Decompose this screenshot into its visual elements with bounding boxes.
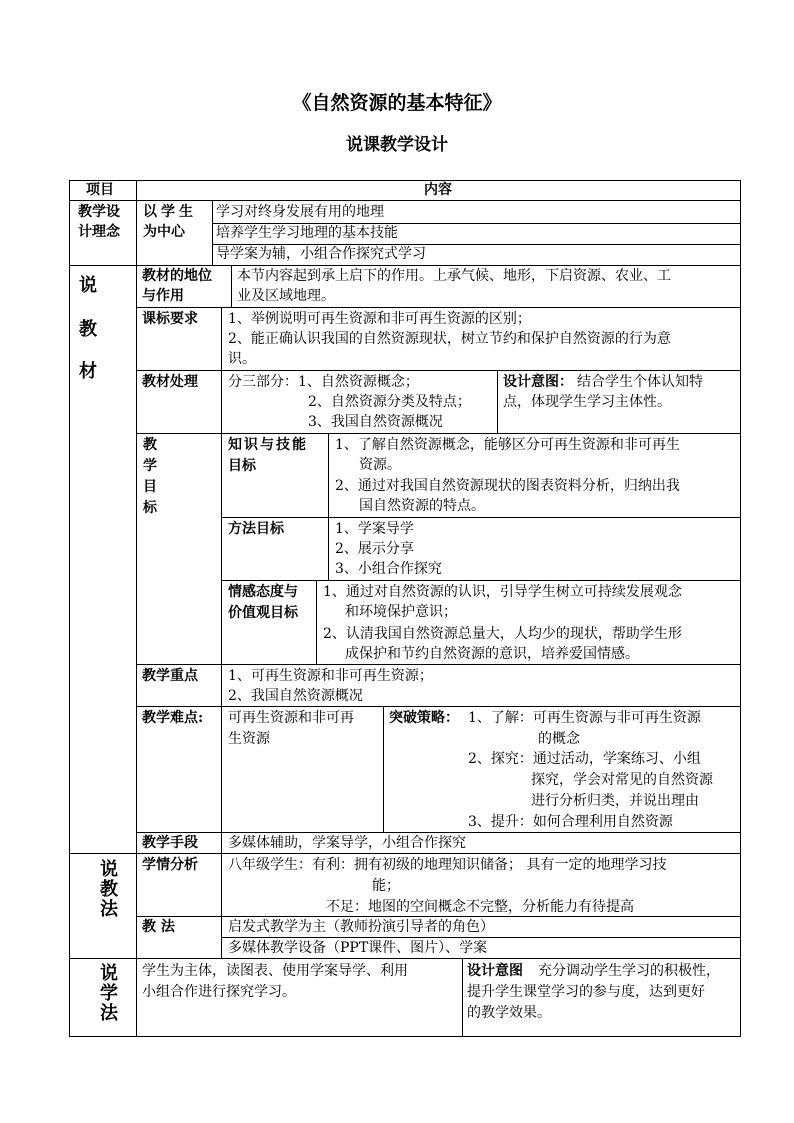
concept-item: 学习对终身发展有用的地理 — [216, 204, 384, 220]
learning-intent-label: 设计意图 — [467, 963, 523, 979]
section-label-method: 法 — [100, 899, 118, 920]
processing-text: 分三部分：1、自然资源概念； — [228, 374, 419, 390]
knowledge-goal-label: 知识与技能 — [228, 437, 308, 453]
concept-label: 计理念 — [78, 224, 120, 240]
knowledge-goal-label: 目标 — [228, 458, 256, 474]
strategy-label: 突破策略： — [389, 710, 459, 726]
strategy-text: 2、探究：通过活动，学案练习、小组 — [468, 751, 701, 767]
row-divider — [136, 370, 740, 371]
section-label-study: 说 — [100, 963, 118, 984]
teaching-method-label: 教 法 — [142, 919, 175, 935]
row-divider — [69, 200, 740, 201]
strategy-text: 3、提升：如何合理利用自然资源 — [468, 814, 673, 830]
section-label-textbook: 说 — [79, 275, 97, 296]
student-analysis-text: 八年级学生：有利：拥有初级的地理知识储备； 具有一定的地理学习技 — [228, 857, 667, 873]
col-divider — [316, 580, 317, 664]
method-goal-text: 1、学案导学 — [335, 521, 414, 537]
concept-item: 导学案为辅，小组合作探究式学习 — [216, 246, 426, 262]
strategy-text: 进行分析归类，并说出理由 — [531, 793, 699, 809]
position-label: 教材的地位 — [142, 268, 212, 284]
processing-intent-text: 点，体现学生学习主体性。 — [503, 394, 671, 410]
key-points-label: 教学重点 — [142, 668, 198, 684]
emotion-goal-text: 2、认清我国自然资源总量大，人均少的现状，帮助学生形 — [323, 626, 682, 642]
difficulty-text: 可再生资源和非可再 — [228, 710, 354, 726]
section-label-study: 学 — [100, 983, 118, 1004]
position-text: 业及区域地理。 — [237, 288, 335, 304]
difficulty-label-colon: : — [198, 710, 204, 726]
header-item: 项目 — [86, 182, 114, 198]
processing-label: 教材处理 — [142, 374, 198, 390]
standard-text: 识。 — [228, 351, 256, 367]
row-divider — [221, 517, 740, 518]
table-border-top — [69, 180, 740, 181]
knowledge-goal-text: 2、通过对我国自然资源现状的图表资料分析，归纳出我 — [335, 478, 680, 494]
section-label-study: 法 — [100, 1003, 118, 1024]
position-label: 与作用 — [142, 288, 184, 304]
difficulty-label: 教学难点 — [142, 710, 198, 726]
student-analysis-text: 不足：地图的空间概念不完整，分析能力有待提高 — [326, 899, 634, 915]
goals-label: 学 — [143, 458, 157, 474]
table-border-right — [740, 180, 741, 1037]
processing-intent-text: 结合学生个体认知特 — [577, 374, 703, 390]
section-label-textbook: 材 — [79, 361, 97, 382]
goals-label: 教 — [143, 437, 157, 453]
section-label-textbook: 教 — [79, 319, 97, 340]
emotion-goal-text: 和环境保护意识； — [345, 604, 457, 620]
col-divider — [231, 265, 232, 307]
col-divider — [462, 958, 463, 1036]
student-analysis-text: 能； — [372, 878, 400, 894]
row-divider — [69, 853, 740, 854]
col-divider — [221, 307, 222, 370]
standard-label: 课标要求 — [142, 311, 198, 327]
strategy-text: 探究，学会对常见的自然资源 — [531, 772, 713, 788]
learning-intent-text: 提升学生课堂学习的参与度，达到更好 — [467, 984, 705, 1000]
header-content: 内容 — [424, 182, 452, 198]
row-divider — [136, 664, 740, 665]
goals-label: 目 — [143, 479, 157, 495]
learning-intent-text: 充分调动学生学习的积极性， — [538, 963, 720, 979]
section-label-method: 教 — [100, 879, 118, 900]
document-title: 《自然资源的基本特征》 — [292, 92, 502, 114]
method-goal-text: 2、展示分享 — [335, 541, 414, 557]
knowledge-goal-text: 1、了解自然资源概念，能够区分可再生资源和非可再生 — [335, 437, 680, 453]
standard-text: 1、举例说明可再生资源和非可再生资源的区别； — [228, 311, 531, 327]
col-divider — [497, 370, 498, 433]
key-points-text: 2、我国自然资源概况 — [228, 688, 363, 704]
row-divider — [69, 958, 740, 959]
difficulty-text: 生资源 — [228, 731, 270, 747]
emotion-goal-text: 1、通过对自然资源的认识，引导学生树立可持续发展观念 — [323, 584, 682, 600]
processing-text: 3、我国自然资源概况 — [308, 414, 443, 430]
row-divider — [136, 307, 740, 308]
row-divider — [221, 580, 740, 581]
emotion-goal-label: 价值观目标 — [228, 605, 298, 621]
emotion-goal-label: 情感态度与 — [228, 584, 298, 600]
means-text: 多媒体辅助，学案导学，小组合作探究 — [228, 835, 466, 851]
key-points-text: 1、可再生资源和非可再生资源； — [228, 668, 433, 684]
processing-intent-label: 设计意图： — [503, 374, 573, 390]
col-divider — [212, 200, 213, 265]
method-goal-label: 方法目标 — [228, 521, 284, 537]
concept-sub-label: 以学生 — [143, 204, 197, 220]
learning-intent-text: 的教学效果。 — [467, 1005, 551, 1021]
position-text: 本节内容起到承上启下的作用。上承气候、地形，下启资源、农业、工 — [237, 268, 671, 284]
knowledge-goal-text: 国自然资源的特点。 — [359, 498, 485, 514]
table-border-left — [69, 180, 70, 1037]
concept-item: 培养学生学习地理的基本技能 — [216, 225, 398, 241]
document-subtitle: 说课教学设计 — [346, 135, 448, 155]
col-divider — [328, 433, 329, 580]
row-divider — [136, 706, 740, 707]
learning-method-text: 小组合作进行探究学习。 — [142, 984, 296, 1000]
knowledge-goal-text: 资源。 — [359, 457, 401, 473]
means-label: 教学手段 — [142, 835, 198, 851]
strategy-text: 的概念 — [538, 731, 580, 747]
col-divider — [383, 706, 384, 832]
goals-label: 标 — [143, 500, 157, 516]
teaching-method-text: 多媒体教学设备（PPT课件、图片）、学案 — [228, 940, 488, 956]
col-divider — [136, 180, 137, 1036]
section-label-method: 说 — [100, 859, 118, 880]
emotion-goal-text: 成保护和节约自然资源的意识，培养爱国情感。 — [345, 646, 639, 662]
method-goal-text: 3、小组合作探究 — [335, 561, 442, 577]
standard-text: 2、能正确认识我国的自然资源现状，树立节约和保护自然资源的行为意 — [228, 331, 671, 347]
row-divider — [136, 433, 740, 434]
strategy-text: 1、了解：可再生资源与非可再生资源 — [468, 710, 701, 726]
processing-text: 2、自然资源分类及特点； — [308, 394, 471, 410]
concept-label: 教学设 — [78, 204, 120, 220]
teaching-method-text: 启发式教学为主（教师扮演引导者的角色） — [228, 919, 494, 935]
learning-method-text: 学生为主体，读图表、使用学案导学、利用 — [142, 963, 408, 979]
concept-sub-label: 为中心 — [143, 224, 185, 240]
table-border-bottom — [69, 1036, 740, 1037]
col-divider — [221, 370, 222, 958]
student-analysis-label: 学情分析 — [142, 857, 198, 873]
